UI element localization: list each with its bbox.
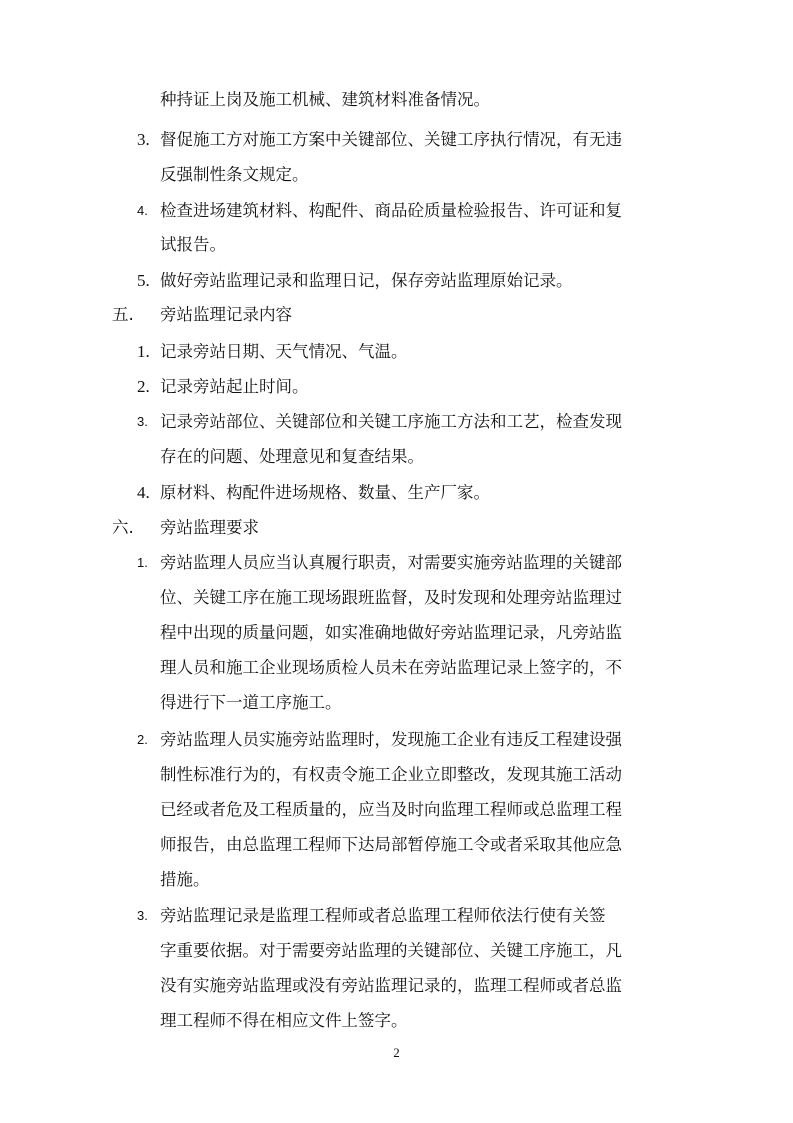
item-number: 1. xyxy=(137,342,150,361)
page-number: 2 xyxy=(393,1045,400,1060)
line-text: 检查进场建筑材料、构配件、商品砼质量检验报告、许可证和复 xyxy=(160,201,622,220)
item-number: 4. xyxy=(137,203,148,218)
line-text: 位、关键工序在施工现场跟班监督，及时发现和处理旁站监理过 xyxy=(160,588,622,607)
section-title: 旁站监理记录内容 xyxy=(160,305,292,324)
item-number: 5. xyxy=(137,271,150,290)
line-text: 种持证上岗及施工机械、建筑材料准备情况。 xyxy=(160,90,490,109)
line-text: 旁站监理人员实施旁站监理时，发现施工企业有违反工程建设强 xyxy=(160,730,622,749)
line-text: 存在的问题、处理意见和复查结果。 xyxy=(160,447,424,466)
line-text: 已经或者危及工程质量的，应当及时向监理工程师或总监理工程 xyxy=(160,800,622,819)
line-text: 措施。 xyxy=(160,870,210,889)
section-title: 旁站监理要求 xyxy=(160,518,259,537)
line-text: 督促施工方对施工方案中关键部位、关键工序执行情况，有无违 xyxy=(160,130,622,149)
item-number: 4. xyxy=(137,483,150,502)
line-text: 程中出现的质量问题，如实准确地做好旁站监理记录，凡旁站监 xyxy=(160,623,622,642)
line-text: 师报告，由总监理工程师下达局部暂停施工令或者采取其他应急 xyxy=(160,835,622,854)
item-number: 2. xyxy=(137,732,148,747)
item-number: 3. xyxy=(137,414,148,429)
section-number: 六. xyxy=(112,518,134,537)
line-text: 制性标准行为的，有权责令施工企业立即整改，发现其施工活动 xyxy=(160,765,622,784)
item-number: 3. xyxy=(137,130,150,149)
line-text: 反强制性条文规定。 xyxy=(160,165,309,184)
item-number: 2. xyxy=(137,377,150,396)
line-text: 没有实施旁站监理或没有旁站监理记录的，监理工程师或者总监 xyxy=(160,976,622,995)
line-text: 记录旁站部位、关键部位和关键工序施工方法和工艺，检查发现 xyxy=(160,412,622,431)
item-number: 1. xyxy=(137,555,148,570)
item-number: 3. xyxy=(137,908,148,923)
line-text: 旁站监理人员应当认真履行职责，对需要实施旁站监理的关键部 xyxy=(160,553,622,572)
section-number: 五. xyxy=(112,305,134,324)
line-text: 原材料、构配件进场规格、数量、生产厂家。 xyxy=(160,483,490,502)
line-text: 记录旁站起止时间。 xyxy=(160,377,309,396)
line-text: 理人员和施工企业现场质检人员未在旁站监理记录上签字的，不 xyxy=(160,658,622,677)
line-text: 做好旁站监理记录和监理日记，保存旁站监理原始记录。 xyxy=(160,271,573,290)
line-text: 记录旁站日期、天气情况、气温。 xyxy=(160,342,408,361)
line-text: 试报告。 xyxy=(160,235,226,254)
line-text: 得进行下一道工序施工。 xyxy=(160,693,342,712)
line-text: 旁站监理记录是监理工程师或者总监理工程师依法行使有关签 xyxy=(160,906,606,925)
line-text: 字重要依据。对于需要旁站监理的关键部位、关键工序施工，凡 xyxy=(160,941,622,960)
line-text: 理工程师不得在相应文件上签字。 xyxy=(160,1011,408,1030)
